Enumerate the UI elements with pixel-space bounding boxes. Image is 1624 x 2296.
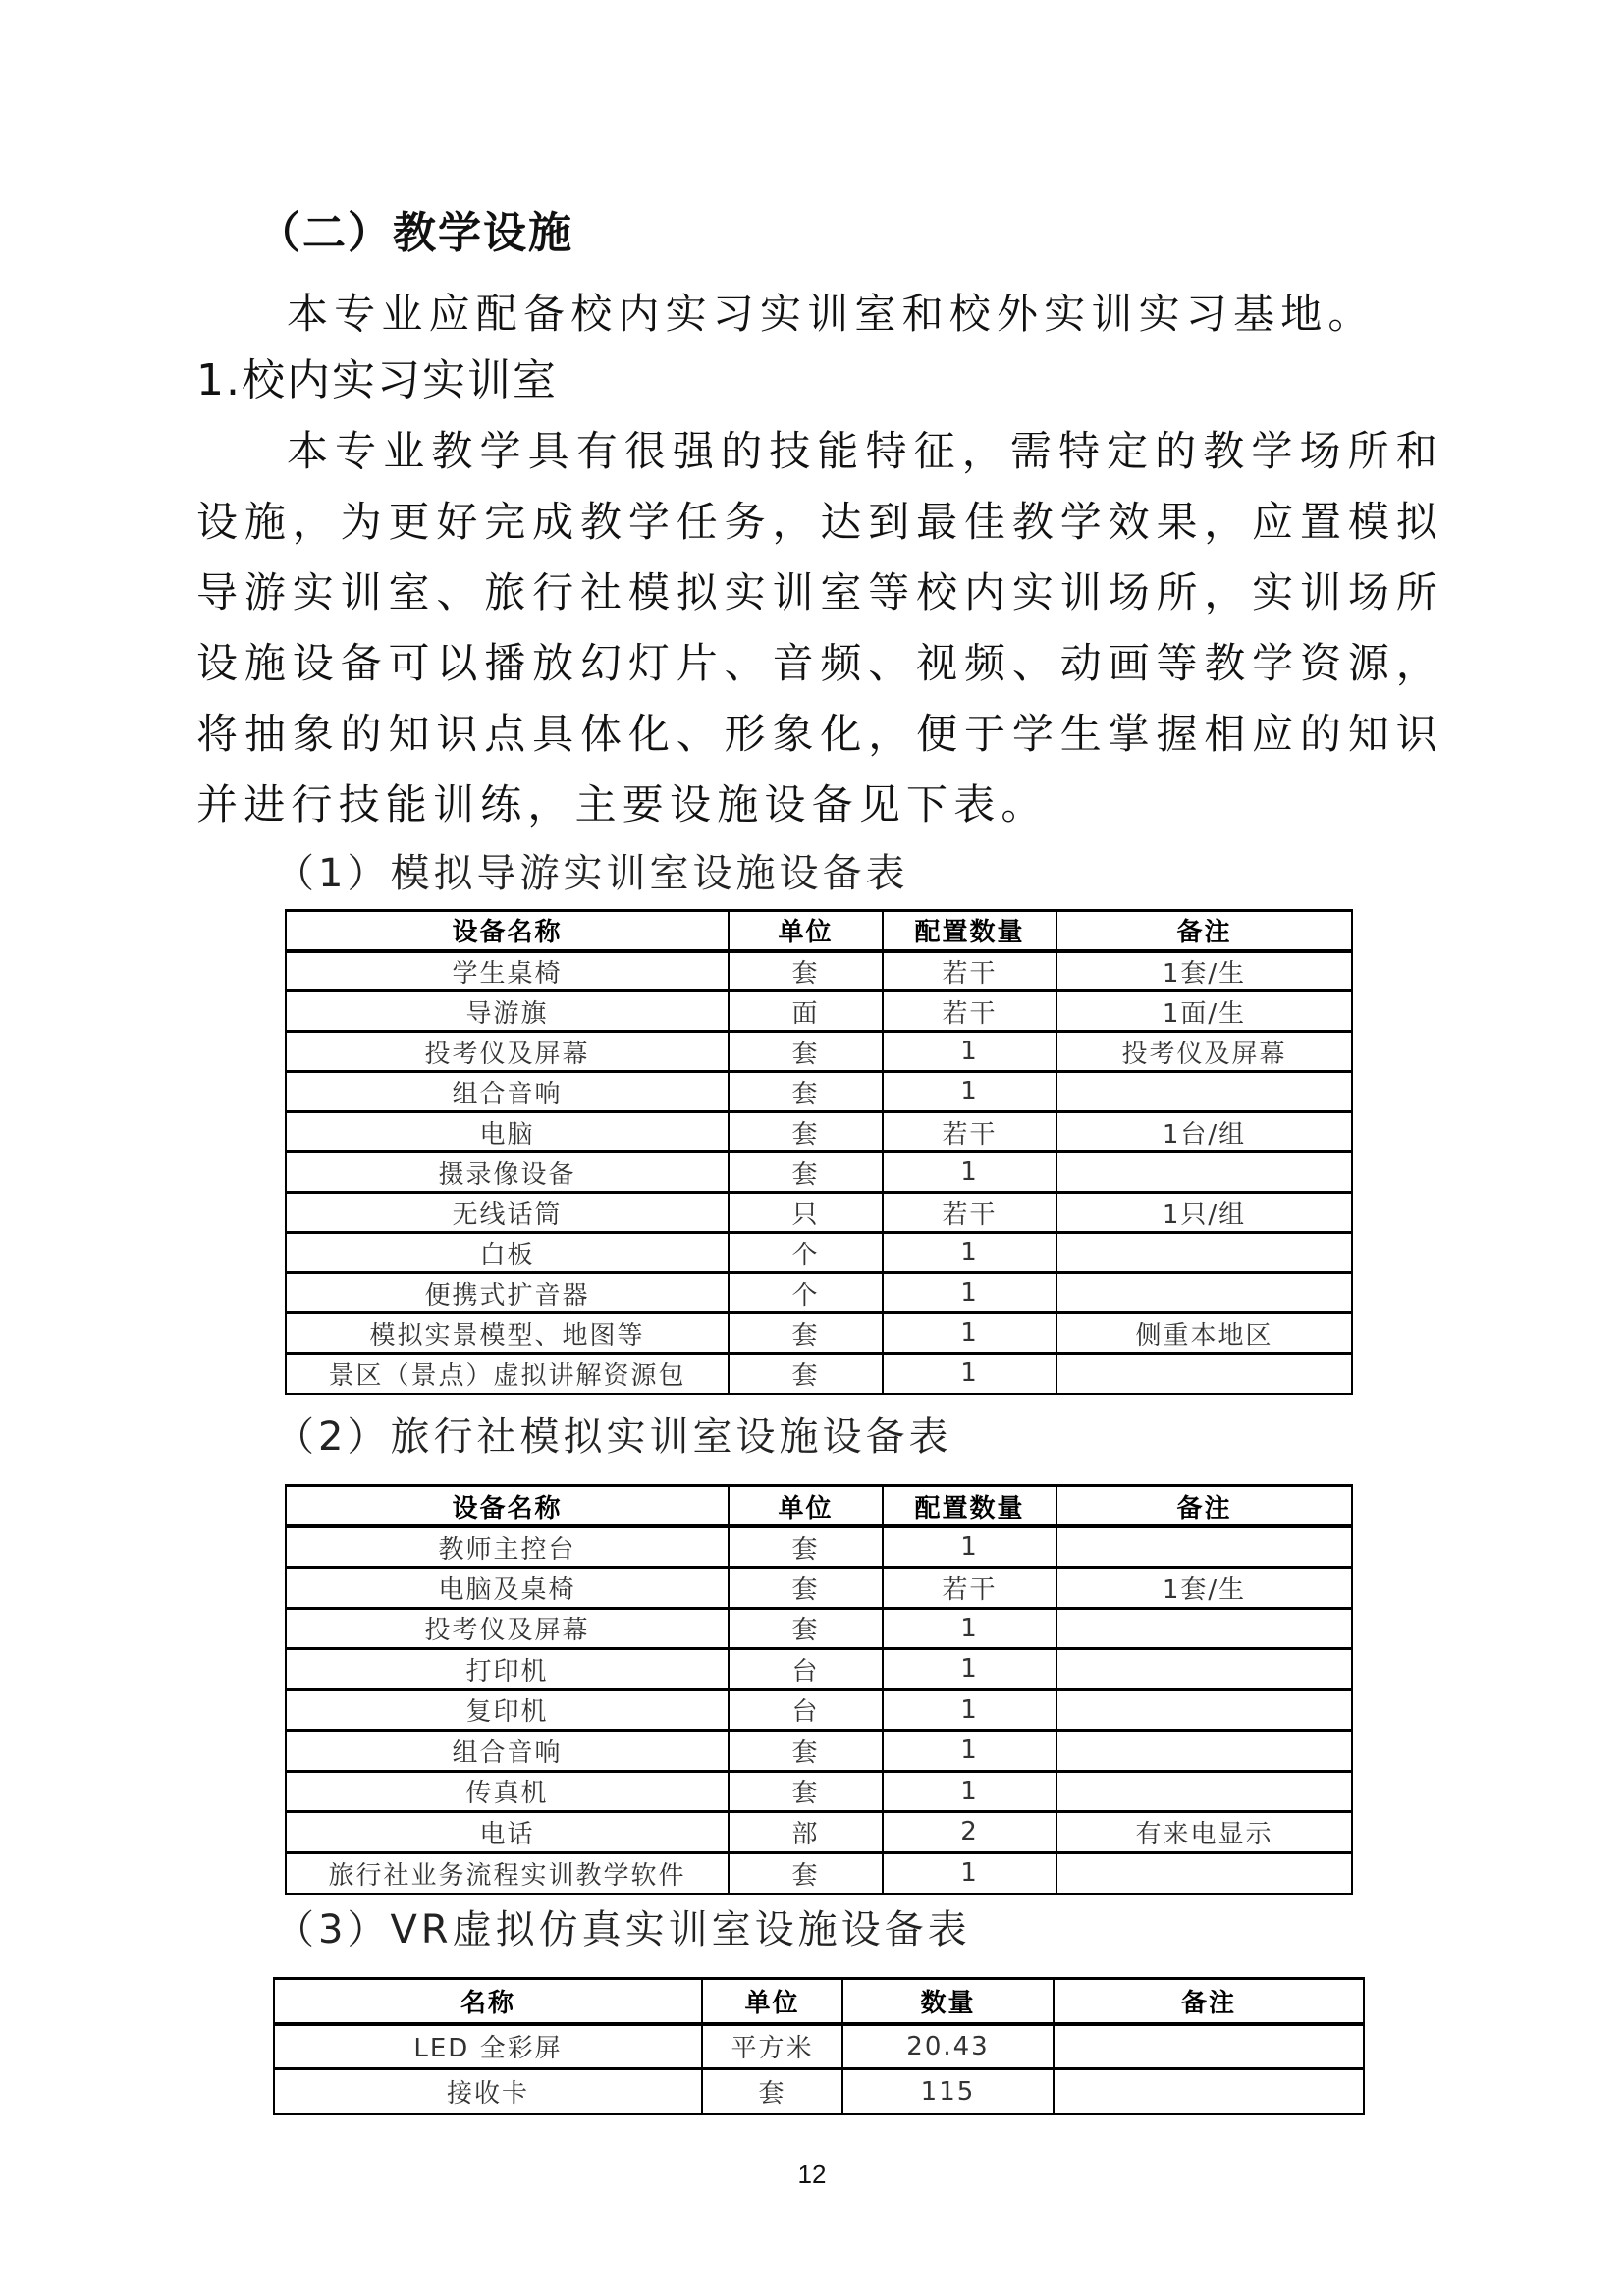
note-cell [1056, 1731, 1352, 1772]
unit-cell: 部 [729, 1812, 883, 1853]
item-name-cell: 学生桌椅 [286, 951, 729, 991]
subheading: 1.校内实习实训室 [196, 355, 558, 405]
quantity-cell: 若干 [883, 951, 1056, 991]
table-row [286, 1152, 1352, 1193]
quantity-cell: 若干 [883, 1568, 1056, 1609]
note-cell: 1套/生 [1056, 951, 1352, 991]
unit-cell: 套 [729, 1731, 883, 1772]
table-row [286, 1313, 1352, 1354]
note-cell [1056, 1273, 1352, 1313]
note-cell [1056, 1354, 1352, 1394]
quantity-cell: 1 [883, 1072, 1056, 1112]
table-header-row [274, 1979, 1364, 2024]
equipment-table-travel-agency-room [285, 1484, 1353, 1895]
unit-cell: 套 [729, 1608, 883, 1649]
table-row [286, 951, 1352, 991]
note-cell [1056, 1649, 1352, 1690]
item-name-cell: 电脑 [286, 1112, 729, 1152]
equipment-table-guide-room [285, 909, 1353, 1395]
note-cell: 侧重本地区 [1056, 1313, 1352, 1354]
quantity-cell: 1 [883, 1689, 1056, 1731]
note-cell [1056, 1152, 1352, 1193]
item-name-cell: 打印机 [286, 1649, 729, 1690]
table-row [286, 1568, 1352, 1609]
unit-cell: 套 [729, 1568, 883, 1609]
unit-cell: 套 [729, 1771, 883, 1812]
item-name-cell: 旅行社业务流程实训教学软件 [286, 1852, 729, 1894]
unit-cell: 套 [729, 1313, 883, 1354]
note-cell: 1台/组 [1056, 1112, 1352, 1152]
table-row [286, 1526, 1352, 1568]
item-name-cell: 导游旗 [286, 991, 729, 1032]
table-row [286, 1233, 1352, 1273]
item-name-cell: 白板 [286, 1233, 729, 1273]
table-header-row [286, 1486, 1352, 1527]
note-cell [1056, 1072, 1352, 1112]
table-row [286, 1852, 1352, 1894]
table-2-caption: （2）旅行社模拟实训室设施设备表 [275, 1415, 952, 1460]
note-cell [1056, 1689, 1352, 1731]
table-row [286, 1032, 1352, 1072]
unit-cell: 套 [729, 1526, 883, 1568]
note-cell [1056, 1233, 1352, 1273]
table-1-caption: （1）模拟导游实训室设施设备表 [275, 851, 909, 896]
item-name-cell: 复印机 [286, 1689, 729, 1731]
note-cell: 1面/生 [1056, 991, 1352, 1032]
column-header: 数量 [842, 1979, 1054, 2024]
column-header: 备注 [1056, 911, 1352, 951]
unit-cell: 套 [702, 2069, 842, 2114]
quantity-cell: 1 [883, 1771, 1056, 1812]
item-name-cell: 景区（景点）虚拟讲解资源包 [286, 1354, 729, 1394]
table-row [286, 1112, 1352, 1152]
table-row [286, 1771, 1352, 1812]
quantity-cell: 115 [842, 2069, 1054, 2114]
unit-cell: 台 [729, 1649, 883, 1690]
section-heading: （二）教学设施 [257, 208, 573, 258]
note-cell: 有来电显示 [1056, 1812, 1352, 1853]
unit-cell: 套 [729, 1112, 883, 1152]
table-3-caption: （3）VR虚拟仿真实训室设施设备表 [275, 1907, 971, 1952]
column-header: 备注 [1056, 1486, 1352, 1527]
note-cell: 1套/生 [1056, 1568, 1352, 1609]
quantity-cell: 1 [883, 1032, 1056, 1072]
item-name-cell: 模拟实景模型、地图等 [286, 1313, 729, 1354]
quantity-cell: 2 [883, 1812, 1056, 1853]
note-cell [1056, 1771, 1352, 1812]
item-name-cell: 电脑及桌椅 [286, 1568, 729, 1609]
column-header: 单位 [729, 1486, 883, 1527]
unit-cell: 套 [729, 1152, 883, 1193]
table-row [274, 2069, 1364, 2114]
unit-cell: 平方米 [702, 2024, 842, 2069]
table-row [286, 1273, 1352, 1313]
note-cell [1054, 2069, 1364, 2114]
quantity-cell: 1 [883, 1233, 1056, 1273]
column-header: 设备名称 [286, 1486, 729, 1527]
note-cell: 投考仪及屏幕 [1056, 1032, 1352, 1072]
item-name-cell: 投考仪及屏幕 [286, 1032, 729, 1072]
page-number: 12 [797, 2160, 827, 2189]
table-header-row [286, 911, 1352, 951]
unit-cell: 套 [729, 1354, 883, 1394]
note-cell [1056, 1526, 1352, 1568]
quantity-cell: 1 [883, 1152, 1056, 1193]
table-row [286, 1354, 1352, 1394]
unit-cell: 套 [729, 951, 883, 991]
item-name-cell: 便携式扩音器 [286, 1273, 729, 1313]
column-header: 配置数量 [883, 911, 1056, 951]
item-name-cell: 电话 [286, 1812, 729, 1853]
quantity-cell: 1 [883, 1526, 1056, 1568]
equipment-table-vr-room [273, 1977, 1365, 2115]
item-name-cell: 无线话筒 [286, 1193, 729, 1233]
quantity-cell: 20.43 [842, 2024, 1054, 2069]
item-name-cell: 接收卡 [274, 2069, 702, 2114]
quantity-cell: 1 [883, 1852, 1056, 1894]
table-row [286, 991, 1352, 1032]
table-row [286, 1689, 1352, 1731]
unit-cell: 套 [729, 1032, 883, 1072]
note-cell [1054, 2024, 1364, 2069]
item-name-cell: 组合音响 [286, 1731, 729, 1772]
note-cell: 1只/组 [1056, 1193, 1352, 1233]
unit-cell: 面 [729, 991, 883, 1032]
unit-cell: 个 [729, 1273, 883, 1313]
quantity-cell: 若干 [883, 1193, 1056, 1233]
quantity-cell: 1 [883, 1354, 1056, 1394]
quantity-cell: 1 [883, 1313, 1056, 1354]
item-name-cell: 教师主控台 [286, 1526, 729, 1568]
item-name-cell: LED 全彩屏 [274, 2024, 702, 2069]
table-row [286, 1649, 1352, 1690]
table-row [286, 1608, 1352, 1649]
quantity-cell: 1 [883, 1608, 1056, 1649]
column-header: 配置数量 [883, 1486, 1056, 1527]
column-header: 单位 [729, 911, 883, 951]
item-name-cell: 组合音响 [286, 1072, 729, 1112]
body-paragraph: 本专业教学具有很强的技能特征，需特定的教学场所和设施，为更好完成教学任务，达到最佳教学效果，应置模拟导游实训室、旅行社模拟实训室等校内实训场所，实训场所设施设备可以播放幻灯片、音频、视频、动画等教学资源，将抽象的知识点具体化、形象化，便于学生掌握相应的知识并进行技能训练，主要设施设备见下表。 [196, 427, 1443, 828]
quantity-cell: 1 [883, 1649, 1056, 1690]
quantity-cell: 1 [883, 1731, 1056, 1772]
column-header: 单位 [702, 1979, 842, 2024]
intro-paragraph: 本专业应配备校内实习实训室和校外实训实习基地。 [287, 290, 1376, 338]
column-header: 备注 [1054, 1979, 1364, 2024]
quantity-cell: 若干 [883, 991, 1056, 1032]
table-row [286, 1072, 1352, 1112]
note-cell [1056, 1608, 1352, 1649]
table-row [286, 1731, 1352, 1772]
unit-cell: 只 [729, 1193, 883, 1233]
table-row [274, 2024, 1364, 2069]
unit-cell: 套 [729, 1072, 883, 1112]
unit-cell: 个 [729, 1233, 883, 1273]
column-header: 名称 [274, 1979, 702, 2024]
table-row [286, 1812, 1352, 1853]
quantity-cell: 1 [883, 1273, 1056, 1313]
table-row [286, 1193, 1352, 1233]
unit-cell: 套 [729, 1852, 883, 1894]
unit-cell: 台 [729, 1689, 883, 1731]
item-name-cell: 投考仪及屏幕 [286, 1608, 729, 1649]
column-header: 设备名称 [286, 911, 729, 951]
note-cell [1056, 1852, 1352, 1894]
item-name-cell: 摄录像设备 [286, 1152, 729, 1193]
quantity-cell: 若干 [883, 1112, 1056, 1152]
item-name-cell: 传真机 [286, 1771, 729, 1812]
